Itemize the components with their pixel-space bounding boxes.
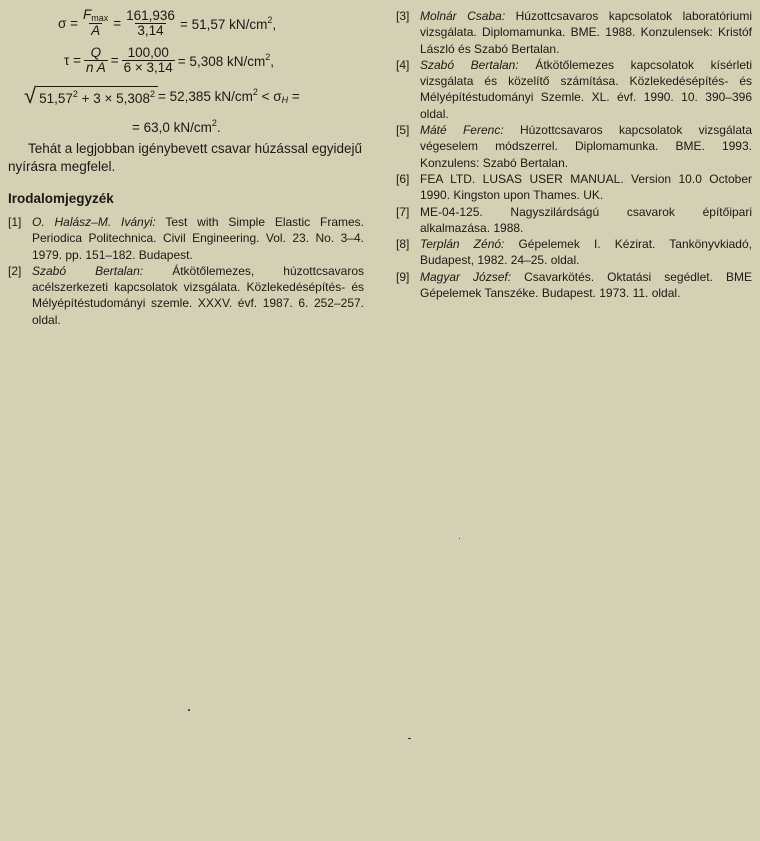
equation-combined <box>24 83 300 108</box>
reference-item: [5] Máté Ferenc: Húzottcsavaros kapcsolatok vizsgálata végeselem módszerrel. Diplomamunka. BME. 1993. Konzulens: Szabó Bertalan. <box>396 123 752 170</box>
reference-item: [8] Terplán Zénó: Gépelemek I. Kézirat. Tankönyvkiadó, Budapest, 1982. 24–25. oldal. <box>396 237 752 268</box>
reference-item: [9] Magyar József: Csavarkötés. Oktatási segédlet. BME Gépelemek Tanszéke. Budapest. 1973. 11. oldal. <box>396 269 752 301</box>
combined-result: = 52,385 $kN/cm^2 < \sigma_H$ = <box>157 87 300 105</box>
equation-combined-line2: = 63,0 $kN/cm^2$. <box>132 118 221 135</box>
equation-tau: τ = $\frac{Q}{\text{n A}}$ = $\frac{100,00}{6 \times 3,14}$ = 5,308 $kN/cm^2$, <box>64 45 274 76</box>
reference-list-right <box>396 8 752 301</box>
fraction-force-area: $\frac{F_{max}}{A}$ <box>82 7 109 39</box>
reference-item: [2] Szabó Bertalan: Átkötőlemezes, húzottcsavaros acélszerkezeti kapcsolatok vizsgálata. Közlekedésépítés- és Mélyépítéstudományi szemle. XXXV. évf. 1987. 6. 252–257. oldal. <box>8 263 364 327</box>
fraction-q-na: $\frac{Q}{\text{n A}}$ <box>85 45 106 76</box>
radical-sign: √ <box>24 83 37 108</box>
fraction-sigma-values: $\frac{161,936}{3,14}$ <box>126 7 175 38</box>
sigma-lhs: σ = <box>58 15 78 31</box>
reference-item: [4] Szabó Bertalan: Átkötőlemezes kapcsolatok kísérleti vizsgálata és közelítő számítása. Közlekedésépítés- és Mélyépítéstudományi Szemle. XL. évf. 1990. 10. 390–396 oldal. <box>396 57 752 121</box>
references-heading: Irodalomjegyzék <box>8 191 114 206</box>
reference-item: [3] Molnár Csaba: Húzottcsavaros kapcsolatok laboratóriumi vizsgálata. Diplomamunka. BME. 1988. Konzulensek: Kristóf László és Szabó Bertalan. <box>396 9 752 56</box>
conclusion-paragraph: Tehát a legjobban igénybevett csavar húzással egyidejű nyírásra megfelel. <box>8 141 362 174</box>
square-root <box>24 83 158 108</box>
scan-speck <box>408 738 411 739</box>
tau-lhs: τ = <box>64 53 81 69</box>
sigma-result: = 51,57 $kN/cm^2$, <box>179 14 277 32</box>
scan-speck <box>188 709 190 711</box>
scan-speck <box>459 538 460 539</box>
reference-list-left <box>8 214 364 328</box>
fraction-tau-values: $\frac{100,00}{6 \times 3,14}$ <box>123 45 173 76</box>
reference-item: [1] O. Halász–M. Iványi: Test with Simple Elastic Frames. Periodica Politechnica. Civil Engineering. Vol. 23. No. 3–4. 1979. pp. 151–182. Budapest. <box>8 215 365 262</box>
equation-sigma: σ = $\frac{F_{max}}{A}$ = $\frac{161,936}{3,14}$ = 51,57 $kN/cm^2$, <box>58 7 277 39</box>
tau-result: = 5,308 $kN/cm^2$, <box>177 52 274 70</box>
reference-item: [7] ME-04-125. Nagyszilárdságú csavarok építőipari alkalmazása. 1988. <box>396 204 752 235</box>
radicand: $51,57^2 + 3 \times 5,308^2$ <box>36 86 158 106</box>
reference-item: [6] FEA LTD. LUSAS USER MANUAL. Version 10.0 October 1990. Kingston upon Thames. UK. <box>396 171 752 203</box>
